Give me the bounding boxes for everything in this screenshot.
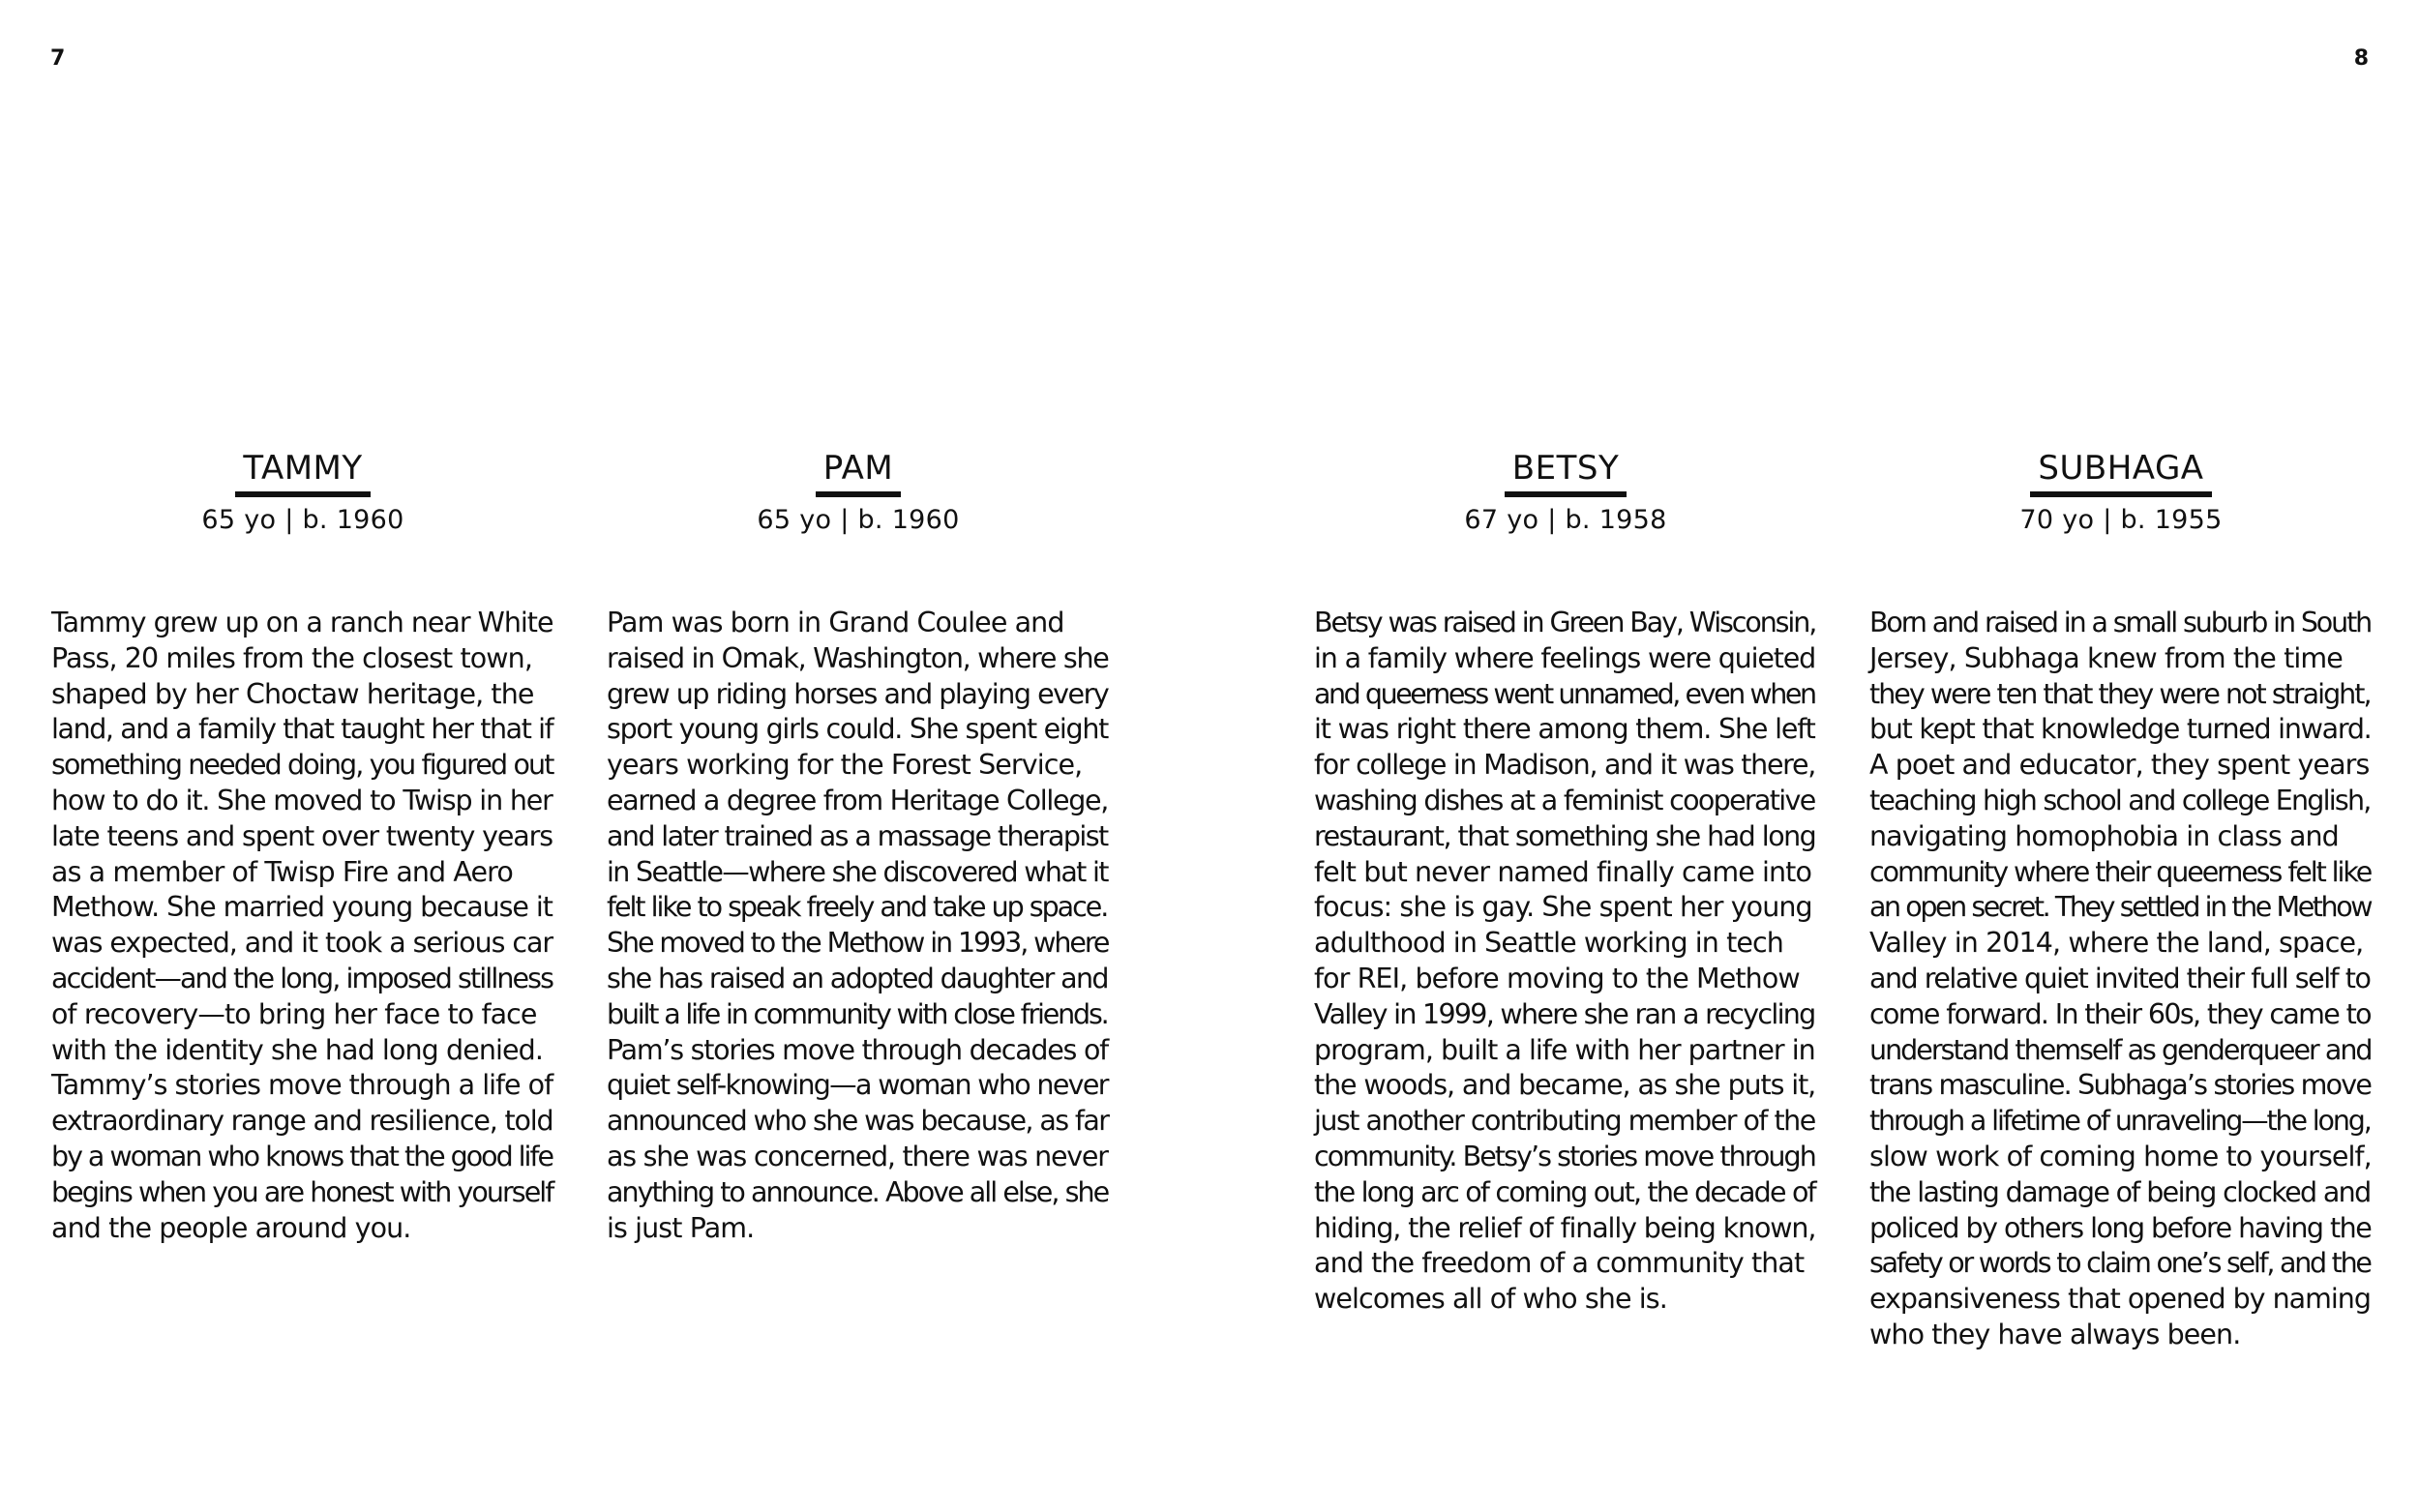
- bio-line: A poet and educator, they spent years: [1869, 749, 2370, 782]
- bio-line: anything to announce. Above all else, she: [607, 1175, 1109, 1208]
- bio-line: community where their queerness felt like: [1869, 855, 2372, 888]
- profile-pam: [607, 447, 1110, 1246]
- bio-line: Tammy’s stories move through a life of: [51, 1069, 553, 1102]
- profile-betsy: [1314, 447, 1817, 1318]
- bio-line: extraordinary range and resilience, told: [51, 1105, 553, 1138]
- bio-line: through a lifetime of unraveling—the long,: [1869, 1105, 2371, 1138]
- bio-line: program, built a life with her partner in: [1314, 1033, 1815, 1066]
- bio-line: and later trained as a massage therapist: [607, 819, 1108, 852]
- profile-age: 65 yo | b. 1960: [757, 505, 960, 535]
- bio-line: raised in Omak, Washington, where she: [607, 641, 1109, 674]
- bio-line: as a member of Twisp Fire and Aero: [51, 855, 513, 888]
- profile-bio: [51, 606, 554, 1246]
- bio-line: safety or words to claim one’s self, and the: [1869, 1247, 2371, 1280]
- profile-header: [1869, 447, 2373, 538]
- bio-line: sport young girls could. She spent eight: [607, 713, 1109, 746]
- bio-line: late teens and spent over twenty years: [51, 819, 552, 852]
- bio-line: restaurant, that something she had long: [1314, 819, 1816, 852]
- profile-subhaga: [1869, 447, 2373, 1353]
- bio-line: navigating homophobia in class and: [1869, 819, 2339, 852]
- bio-line: and relative quiet invited their full self to: [1869, 962, 2371, 994]
- bio-line: adulthood in Seattle working in tech: [1314, 927, 1783, 960]
- profile-bio: [1869, 606, 2373, 1353]
- bio-line: felt like to speak freely and take up space.: [607, 891, 1108, 924]
- bio-line: for REI, before moving to the Methow: [1314, 962, 1800, 994]
- bio-line: as she was concerned, there was never: [607, 1140, 1108, 1172]
- bio-line: they were ten that they were not straight,: [1869, 677, 2371, 710]
- bio-line: of recovery—to bring her face to face: [51, 997, 537, 1030]
- bio-line: felt but never named finally came into: [1314, 855, 1811, 888]
- bio-line: the lasting damage of being clocked and: [1869, 1175, 2371, 1208]
- bio-line: it was right there among them. She left: [1314, 713, 1815, 746]
- bio-line: the woods, and became, as she puts it,: [1314, 1069, 1816, 1102]
- bio-line: community. Betsy’s stories move through: [1314, 1140, 1815, 1172]
- bio-line: how to do it. She moved to Twisp in her: [51, 784, 552, 816]
- bio-line: policed by others long before having the: [1869, 1211, 2372, 1244]
- profile-name: TAMMY: [235, 447, 370, 497]
- bio-line: is just Pam.: [607, 1211, 755, 1244]
- bio-line: come forward. In their 60s, they came to: [1869, 997, 2371, 1030]
- profile-age: 70 yo | b. 1955: [2019, 505, 2223, 535]
- bio-line: and the people around you.: [51, 1211, 411, 1244]
- bio-line: washing dishes at a feminist cooperative: [1314, 784, 1815, 816]
- bio-line: shaped by her Choctaw heritage, the: [51, 677, 534, 710]
- bio-line: was expected, and it took a serious car: [51, 927, 552, 960]
- bio-line: with the identity she had long denied.: [51, 1033, 543, 1066]
- bio-line: understand themself as genderqueer and: [1869, 1033, 2372, 1066]
- bio-line: Methow. She married young because it: [51, 891, 552, 924]
- bio-line: Tammy grew up on a ranch near White: [51, 607, 553, 638]
- bio-line: Valley in 2014, where the land, space,: [1869, 927, 2364, 960]
- bio-line: built a life in community with close friends.: [607, 997, 1108, 1030]
- profile-bio: [607, 606, 1110, 1246]
- bio-line: trans masculine. Subhaga’s stories move: [1869, 1069, 2372, 1102]
- profile-header: [51, 447, 554, 538]
- bio-line: an open secret. They settled in the Methow: [1869, 891, 2372, 924]
- bio-line: Pam’s stories move through decades of: [607, 1033, 1108, 1066]
- bio-line: just another contributing member of the: [1314, 1105, 1815, 1138]
- bio-line: expansiveness that opened by naming: [1869, 1283, 2371, 1316]
- profile-header: [607, 447, 1110, 538]
- bio-line: and the freedom of a community that: [1314, 1247, 1805, 1280]
- bio-line: something needed doing, you figured out: [51, 749, 553, 782]
- bio-line: Valley in 1999, where she ran a recycling: [1314, 997, 1815, 1030]
- bio-line: slow work of coming home to yourself,: [1869, 1140, 2372, 1172]
- page-number-right: 8: [2353, 46, 2369, 71]
- bio-line: for college in Madison, and it was there,: [1314, 749, 1815, 782]
- profile-age: 65 yo | b. 1960: [201, 505, 404, 535]
- bio-line: She moved to the Methow in 1993, where: [607, 927, 1109, 960]
- bio-line: Pass, 20 miles from the closest town,: [51, 641, 532, 674]
- profile-name: PAM: [816, 447, 901, 497]
- bio-line: in Seattle—where she discovered what it: [607, 855, 1108, 888]
- bio-line: by a woman who knows that the good life: [51, 1140, 552, 1172]
- profile-header: [1314, 447, 1817, 538]
- bio-line: land, and a family that taught her that if: [51, 713, 553, 746]
- bio-line: Born and raised in a small suburb in South: [1869, 607, 2372, 638]
- bio-line: the long arc of coming out, the decade of: [1314, 1175, 1815, 1208]
- bio-line: earned a degree from Heritage College,: [607, 784, 1109, 816]
- bio-line: welcomes all of who she is.: [1314, 1283, 1667, 1316]
- bio-line: in a family where feelings were quieted: [1314, 641, 1816, 674]
- bio-line: years working for the Forest Service,: [607, 749, 1083, 782]
- bio-line: and queerness went unnamed, even when: [1314, 677, 1815, 710]
- bio-line: grew up riding horses and playing every: [607, 677, 1109, 710]
- bio-line: teaching high school and college English,: [1869, 784, 2371, 816]
- profile-tammy: [51, 447, 554, 1246]
- bio-line: Pam was born in Grand Coulee and: [607, 607, 1064, 638]
- bio-line: hiding, the relief of finally being known,: [1314, 1211, 1816, 1244]
- bio-line: accident—and the long, imposed stillness: [51, 962, 553, 994]
- bio-line: she has raised an adopted daughter and: [607, 962, 1108, 994]
- profile-age: 67 yo | b. 1958: [1464, 505, 1667, 535]
- profile-name: BETSY: [1505, 447, 1627, 497]
- bio-line: Jersey, Subhaga knew from the time: [1869, 641, 2343, 674]
- bio-line: quiet self-knowing—a woman who never: [607, 1069, 1108, 1102]
- bio-line: but kept that knowledge turned inward.: [1869, 713, 2372, 746]
- bio-line: begins when you are honest with yourself: [51, 1175, 553, 1208]
- bio-line: focus: she is gay. She spent her young: [1314, 891, 1812, 924]
- bio-line: Betsy was raised in Green Bay, Wisconsin,: [1314, 607, 1816, 638]
- profile-name: SUBHAGA: [2030, 447, 2211, 497]
- page-number-left: 7: [50, 46, 66, 71]
- profile-bio: [1314, 606, 1817, 1318]
- bio-line: announced who she was because, as far: [607, 1105, 1109, 1138]
- bio-line: who they have always been.: [1869, 1318, 2241, 1350]
